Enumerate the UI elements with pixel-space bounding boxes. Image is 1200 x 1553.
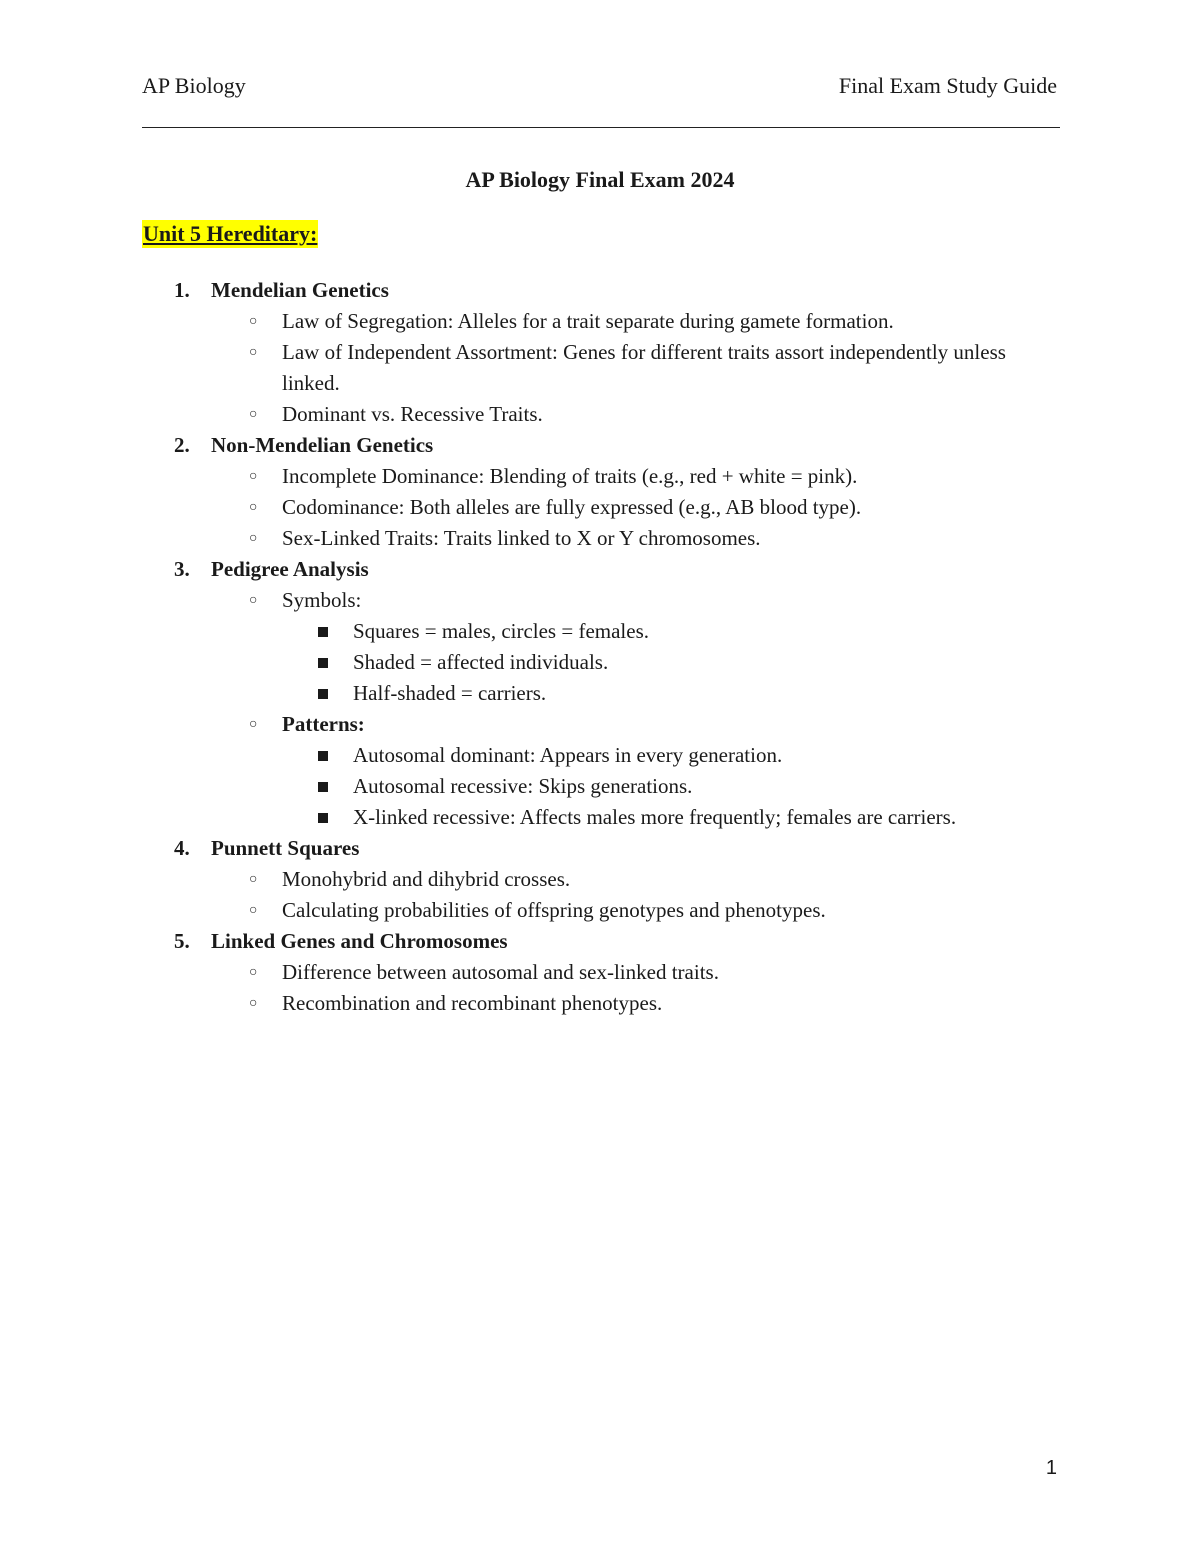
sub-list-item-text: X-linked recessive: Affects males more frequently; females are carriers. xyxy=(353,805,957,829)
page-number: 1 xyxy=(1045,1457,1057,1479)
section-title: Punnett Squares xyxy=(211,836,360,860)
patterns-label: Patterns: xyxy=(282,712,365,736)
document-title: AP Biology Final Exam 2024 xyxy=(465,167,735,192)
list-item xyxy=(142,399,1060,430)
sub-list-item xyxy=(142,802,1060,833)
section-item xyxy=(142,554,1060,585)
list-item-text: Dominant vs. Recessive Traits. xyxy=(282,402,543,426)
symbols-label: Symbols: xyxy=(282,588,362,612)
sub-list-item xyxy=(142,647,1060,678)
list-item xyxy=(142,337,1060,399)
list-item-text: Incomplete Dominance: Blending of traits (e.g., red + white = pink). xyxy=(282,464,858,488)
hollow-circle-bullet-icon: ○ xyxy=(249,314,258,329)
list-item xyxy=(142,523,1060,554)
square-bullet-icon xyxy=(318,658,328,668)
section-item xyxy=(142,430,1060,461)
sub-list-item-text: Squares = males, circles = females. xyxy=(353,619,649,643)
section-number: 5. xyxy=(174,929,190,953)
list-item xyxy=(142,585,1060,616)
hollow-circle-bullet-icon: ○ xyxy=(249,531,258,546)
list-item-text: Recombination and recombinant phenotypes. xyxy=(282,991,663,1015)
header-right: Final Exam Study Guide xyxy=(838,73,1057,98)
sub-list-item xyxy=(142,616,1060,647)
list-item xyxy=(142,306,1060,337)
section-item xyxy=(142,833,1060,864)
list-item xyxy=(142,988,1060,1019)
list-item-text: Monohybrid and dihybrid crosses. xyxy=(282,867,571,891)
hollow-circle-bullet-icon: ○ xyxy=(249,965,258,980)
hollow-circle-bullet-icon: ○ xyxy=(249,903,258,918)
section-title: Linked Genes and Chromosomes xyxy=(211,929,508,953)
square-bullet-icon xyxy=(318,813,328,823)
list-item-text: Codominance: Both alleles are fully expressed (e.g., AB blood type). xyxy=(282,495,862,519)
list-item xyxy=(142,957,1060,988)
section-number: 4. xyxy=(174,836,190,860)
hollow-circle-bullet-icon: ○ xyxy=(249,407,258,422)
section-title: Pedigree Analysis xyxy=(211,557,369,581)
sub-list-item-text: Autosomal recessive: Skips generations. xyxy=(353,774,693,798)
square-bullet-icon xyxy=(318,782,328,792)
list-item-text: Difference between autosomal and sex-linked traits. xyxy=(282,960,719,984)
sub-list-item xyxy=(142,740,1060,771)
hollow-circle-bullet-icon: ○ xyxy=(249,500,258,515)
unit-heading: Unit 5 Hereditary: xyxy=(143,221,318,246)
section-number: 1. xyxy=(174,278,190,302)
section-number: 3. xyxy=(174,557,190,581)
header-rule xyxy=(142,127,1060,128)
outline-list xyxy=(142,275,1060,1019)
sub-list-item xyxy=(142,771,1060,802)
sub-list-item xyxy=(142,678,1060,709)
list-item xyxy=(142,864,1060,895)
hollow-circle-bullet-icon: ○ xyxy=(249,996,258,1011)
section-title: Non-Mendelian Genetics xyxy=(211,433,434,457)
hollow-circle-bullet-icon: ○ xyxy=(249,345,258,360)
section-title: Mendelian Genetics xyxy=(211,278,389,302)
list-item-text: Law of Segregation: Alleles for a trait separate during gamete formation. xyxy=(282,309,894,333)
list-item xyxy=(142,492,1060,523)
section-item xyxy=(142,275,1060,306)
list-item-text: Sex-Linked Traits: Traits linked to X or Y chromosomes. xyxy=(282,526,761,550)
list-item-text: Law of Independent Assortment: Genes for different traits assort independently unless linked. xyxy=(282,340,1006,395)
sub-list-item-text: Half-shaded = carriers. xyxy=(353,681,547,705)
sub-list-item-text: Autosomal dominant: Appears in every generation. xyxy=(353,743,783,767)
hollow-circle-bullet-icon: ○ xyxy=(249,872,258,887)
square-bullet-icon xyxy=(318,751,328,761)
square-bullet-icon xyxy=(318,627,328,637)
sub-list-item-text: Shaded = affected individuals. xyxy=(353,650,609,674)
list-item-text: Calculating probabilities of offspring genotypes and phenotypes. xyxy=(282,898,826,922)
list-item xyxy=(142,461,1060,492)
square-bullet-icon xyxy=(318,689,328,699)
list-item xyxy=(142,709,1060,740)
list-item xyxy=(142,895,1060,926)
hollow-circle-bullet-icon: ○ xyxy=(249,593,258,608)
header-left: AP Biology xyxy=(142,73,246,98)
hollow-circle-bullet-icon: ○ xyxy=(249,717,258,732)
section-item xyxy=(142,926,1060,957)
hollow-circle-bullet-icon: ○ xyxy=(249,469,258,484)
section-number: 2. xyxy=(174,433,190,457)
